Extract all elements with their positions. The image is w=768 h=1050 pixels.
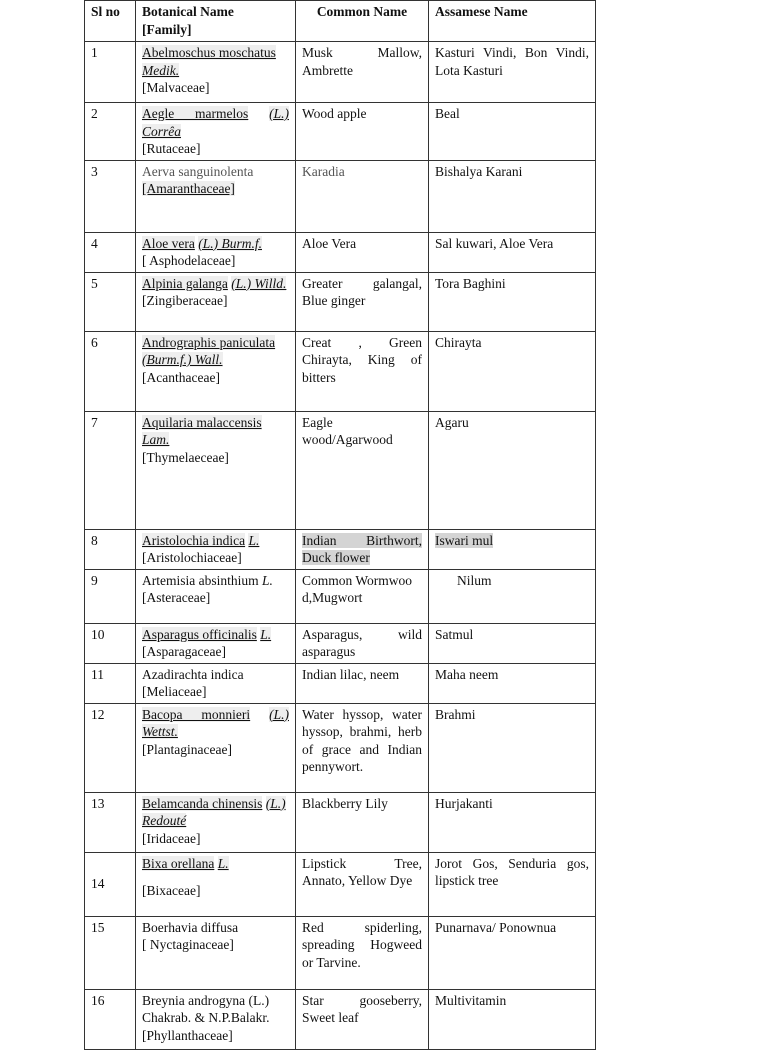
cell-sl-no: 3 bbox=[85, 160, 136, 232]
botanical-genus: Alpinia galanga bbox=[142, 275, 228, 291]
cell-common-name: Blackberry Lily bbox=[296, 792, 429, 852]
botanical-genus: Breynia androgyna (L.) Chakrab. & N.P.Balakr. bbox=[142, 992, 270, 1025]
header-family-label: [Family] bbox=[142, 21, 192, 37]
cell-common-name bbox=[296, 529, 429, 569]
cell-botanical bbox=[136, 411, 296, 529]
cell-botanical bbox=[136, 792, 296, 852]
cell-botanical bbox=[136, 103, 296, 161]
cell-common-name: Greater galangal, Blue ginger bbox=[296, 272, 429, 331]
header-assamese-name: Assamese Name bbox=[429, 1, 596, 42]
cell-sl-no: 2 bbox=[85, 103, 136, 161]
cell-assamese-name: Punarnava/ Ponownua bbox=[429, 916, 596, 989]
cell-botanical bbox=[136, 569, 296, 623]
cell-botanical bbox=[136, 623, 296, 663]
botanical-genus: Aloe vera bbox=[142, 235, 195, 251]
cell-assamese-name: Tora Baghini bbox=[429, 272, 596, 331]
cell-sl-no: 4 bbox=[85, 232, 136, 272]
header-botanical-label: Botanical Name bbox=[142, 4, 234, 19]
cell-assamese-name: Chirayta bbox=[429, 331, 596, 411]
table-row bbox=[85, 411, 596, 529]
cell-assamese-name: Sal kuwari, Aloe Vera bbox=[429, 232, 596, 272]
table-row bbox=[85, 792, 596, 852]
botanical-family: [Zingiberaceae] bbox=[142, 293, 228, 308]
botanical-genus: Bacopa monnieri bbox=[142, 706, 251, 722]
cell-common-name: Red spiderling, spreading Hogweed or Tarvine. bbox=[296, 916, 429, 989]
botanical-genus: Aegle marmelos bbox=[142, 106, 249, 121]
botanical-genus: Asparagus officinalis bbox=[142, 626, 257, 642]
cell-assamese-name bbox=[429, 529, 596, 569]
table-row bbox=[85, 569, 596, 623]
cell-sl-no: 6 bbox=[85, 331, 136, 411]
botanical-author: (L.) Willd. bbox=[231, 275, 287, 291]
botanical-family: [ Nyctaginaceae] bbox=[142, 937, 234, 952]
cell-assamese-name: Nilum bbox=[429, 569, 596, 623]
botanical-author: (L.) Wettst. bbox=[142, 706, 289, 739]
cell-botanical bbox=[136, 703, 296, 792]
botanical-family: [Iridaceae] bbox=[142, 830, 201, 846]
cell-assamese-name: Satmul bbox=[429, 623, 596, 663]
cell-assamese-name: Brahmi bbox=[429, 703, 596, 792]
table-row bbox=[85, 42, 596, 103]
botanical-genus: Andrographis paniculata bbox=[142, 334, 276, 350]
botanical-genus: Belamcanda chinensis bbox=[142, 795, 263, 811]
botanical-author: L. bbox=[217, 855, 229, 871]
cell-common-name: Eagle wood/Agarwood bbox=[296, 411, 429, 529]
botanical-genus: Azadirachta indica bbox=[142, 666, 244, 682]
botanical-author: L. bbox=[260, 626, 272, 642]
botanical-author: Medik. bbox=[142, 62, 180, 78]
header-botanical-name bbox=[136, 1, 296, 42]
table-row bbox=[85, 272, 596, 331]
cell-common-name: Aloe Vera bbox=[296, 232, 429, 272]
cell-botanical bbox=[136, 529, 296, 569]
cell-common-name: Wood apple bbox=[296, 103, 429, 161]
cell-sl-no: 14 bbox=[85, 852, 136, 916]
header-common-name: Common Name bbox=[296, 1, 429, 42]
botanical-family: [Thymelaeceae] bbox=[142, 449, 229, 465]
cell-common-name: Water hyssop, water hyssop, brahmi, herb of grace and Indian pennywort. bbox=[296, 703, 429, 792]
botanical-genus: Bixa orellana bbox=[142, 855, 215, 871]
table-row bbox=[85, 989, 596, 1049]
table-row bbox=[85, 160, 596, 232]
botanical-family: [Plantaginaceae] bbox=[142, 741, 232, 757]
cell-sl-no: 1 bbox=[85, 42, 136, 103]
cell-botanical bbox=[136, 160, 296, 232]
botanical-genus: Abelmoschus moschatus bbox=[142, 45, 276, 60]
cell-sl-no: 7 bbox=[85, 411, 136, 529]
cell-assamese-name: Kasturi Vindi, Bon Vindi, Lota Kasturi bbox=[429, 42, 596, 103]
cell-common-name: Common Wormwood,Mugwort bbox=[296, 569, 429, 623]
botanical-genus: Boerhavia diffusa bbox=[142, 919, 239, 935]
cell-common-name: Karadia bbox=[296, 160, 429, 232]
cell-assamese-name: Hurjakanti bbox=[429, 792, 596, 852]
cell-sl-no: 8 bbox=[85, 529, 136, 569]
cell-common-name: Asparagus, wild asparagus bbox=[296, 623, 429, 663]
cell-sl-no: 15 bbox=[85, 916, 136, 989]
cell-common-name: Creat , Green Chirayta, King of bitters bbox=[296, 331, 429, 411]
cell-botanical bbox=[136, 232, 296, 272]
botanical-family: [Asteraceae] bbox=[142, 590, 211, 605]
cell-common-name: Lipstick Tree, Annato, Yellow Dye bbox=[296, 852, 429, 916]
header-row bbox=[85, 1, 596, 42]
header-sl-no: Sl no bbox=[85, 1, 136, 42]
cell-botanical bbox=[136, 272, 296, 331]
cell-sl-no: 12 bbox=[85, 703, 136, 792]
cell-sl-no: 5 bbox=[85, 272, 136, 331]
table-row bbox=[85, 916, 596, 989]
table-row bbox=[85, 852, 596, 916]
cell-common-name: Star gooseberry, Sweet leaf bbox=[296, 989, 429, 1049]
botanical-genus: Aerva sanguinolenta bbox=[142, 163, 254, 179]
cell-botanical bbox=[136, 663, 296, 703]
botanical-family: [Acanthaceae] bbox=[142, 369, 220, 385]
botanical-genus: Aristolochia indica bbox=[142, 532, 246, 548]
cell-sl-no: 13 bbox=[85, 792, 136, 852]
plant-table bbox=[84, 0, 596, 1050]
table-row bbox=[85, 703, 596, 792]
cell-botanical bbox=[136, 42, 296, 103]
cell-botanical bbox=[136, 852, 296, 916]
botanical-family: [Aristolochiaceae] bbox=[142, 550, 242, 565]
botanical-author: Lam. bbox=[142, 432, 170, 447]
table-row bbox=[85, 232, 596, 272]
cell-common-name: Indian lilac, neem bbox=[296, 663, 429, 703]
botanical-author: (L.) Burm.f. bbox=[198, 235, 262, 251]
botanical-family: [Amaranthaceae] bbox=[142, 181, 235, 196]
botanical-author: (Burm.f.) Wall. bbox=[142, 352, 223, 367]
cell-assamese-name: Multivitamin bbox=[429, 989, 596, 1049]
cell-common-name: Musk Mallow, Ambrette bbox=[296, 42, 429, 103]
botanical-author: (L.) Redouté bbox=[142, 795, 286, 828]
cell-sl-no: 9 bbox=[85, 569, 136, 623]
botanical-author: (L.) Corrêa bbox=[142, 106, 289, 139]
cell-botanical bbox=[136, 989, 296, 1049]
table-row bbox=[85, 663, 596, 703]
botanical-family: [Malvaceae] bbox=[142, 80, 210, 95]
table-row bbox=[85, 103, 596, 161]
assamese-name-highlight: Iswari mul bbox=[435, 532, 494, 548]
botanical-author: L. bbox=[248, 532, 260, 548]
botanical-family: [Phyllanthaceae] bbox=[142, 1027, 233, 1043]
cell-assamese-name: Jorot Gos, Senduria gos, lipstick tree bbox=[429, 852, 596, 916]
botanical-genus: Aquilaria malaccensis bbox=[142, 414, 262, 430]
botanical-family: [Bixaceae] bbox=[142, 883, 201, 898]
cell-botanical bbox=[136, 916, 296, 989]
cell-assamese-name: Beal bbox=[429, 103, 596, 161]
botanical-genus: Artemisia absinthium bbox=[142, 572, 259, 588]
table-row bbox=[85, 623, 596, 663]
botanical-family: [ Asphodelaceae] bbox=[142, 253, 236, 268]
cell-sl-no: 16 bbox=[85, 989, 136, 1049]
cell-assamese-name: Bishalya Karani bbox=[429, 160, 596, 232]
common-name-highlight: Indian Birthwort, Duck flower bbox=[302, 532, 422, 565]
botanical-family: [Meliaceae] bbox=[142, 684, 207, 699]
table-row bbox=[85, 331, 596, 411]
botanical-author: L. bbox=[261, 572, 273, 588]
cell-sl-no: 11 bbox=[85, 663, 136, 703]
cell-botanical bbox=[136, 331, 296, 411]
cell-assamese-name: Agaru bbox=[429, 411, 596, 529]
cell-assamese-name: Maha neem bbox=[429, 663, 596, 703]
botanical-family: [Rutaceae] bbox=[142, 141, 201, 156]
cell-sl-no: 10 bbox=[85, 623, 136, 663]
table-row bbox=[85, 529, 596, 569]
botanical-family: [Asparagaceae] bbox=[142, 644, 226, 659]
